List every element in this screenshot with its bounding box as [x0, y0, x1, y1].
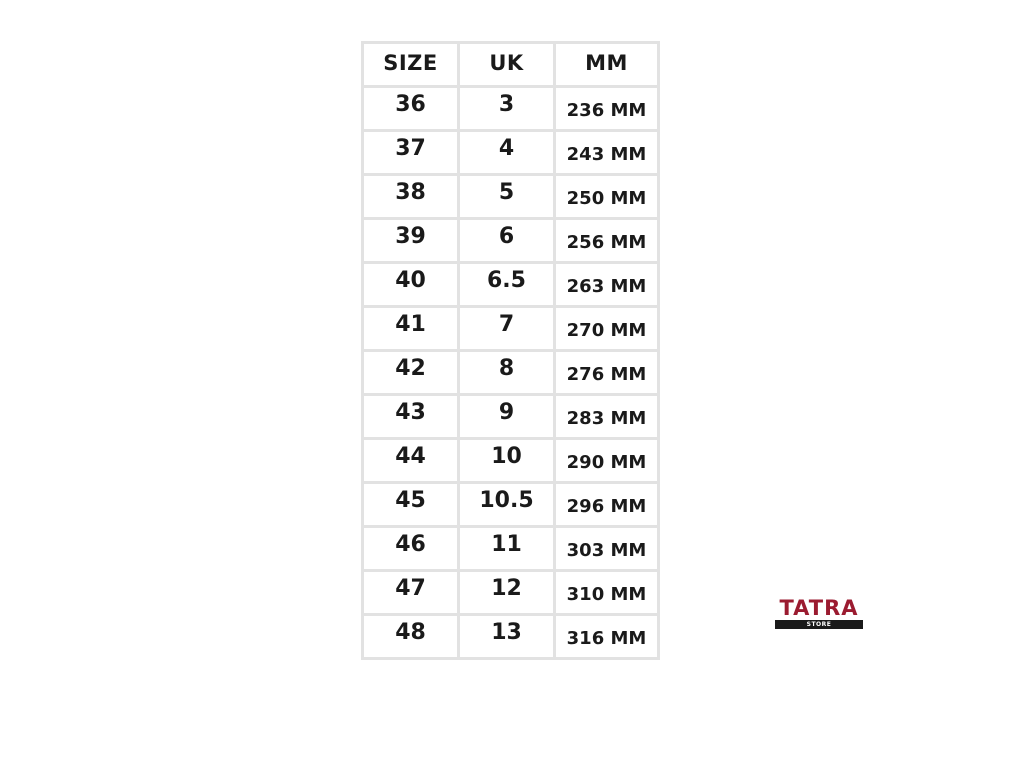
- table-header-row: [363, 43, 659, 87]
- table-row: [363, 219, 659, 263]
- cell-uk: 6: [459, 219, 555, 263]
- cell-mm: 310 MM: [555, 571, 659, 615]
- cell-uk: 10: [459, 439, 555, 483]
- cell-mm: 243 MM: [555, 131, 659, 175]
- cell-uk: 3: [459, 87, 555, 131]
- cell-uk: 5: [459, 175, 555, 219]
- table-row: [363, 483, 659, 527]
- cell-size: 43: [363, 395, 459, 439]
- cell-uk: 10.5: [459, 483, 555, 527]
- cell-uk: 4: [459, 131, 555, 175]
- cell-size: 38: [363, 175, 459, 219]
- cell-mm: 236 MM: [555, 87, 659, 131]
- table-row: [363, 571, 659, 615]
- cell-uk: 9: [459, 395, 555, 439]
- cell-size: 42: [363, 351, 459, 395]
- cell-mm: 256 MM: [555, 219, 659, 263]
- cell-uk: 6.5: [459, 263, 555, 307]
- size-chart-table: [361, 41, 660, 660]
- cell-size: 47: [363, 571, 459, 615]
- cell-mm: 283 MM: [555, 395, 659, 439]
- cell-mm: 276 MM: [555, 351, 659, 395]
- table-row: [363, 131, 659, 175]
- cell-size: 46: [363, 527, 459, 571]
- cell-size: 41: [363, 307, 459, 351]
- table-row: [363, 175, 659, 219]
- cell-mm: 250 MM: [555, 175, 659, 219]
- table-row: [363, 351, 659, 395]
- cell-uk: 7: [459, 307, 555, 351]
- table-row: [363, 527, 659, 571]
- header-uk: UK: [459, 43, 555, 87]
- table-row: [363, 87, 659, 131]
- cell-size: 36: [363, 87, 459, 131]
- logo-wordmark: TATRA: [779, 596, 859, 620]
- cell-size: 48: [363, 615, 459, 659]
- cell-mm: 316 MM: [555, 615, 659, 659]
- header-size: SIZE: [363, 43, 459, 87]
- tatra-store-logo: [775, 597, 863, 629]
- cell-mm: 296 MM: [555, 483, 659, 527]
- table-row: [363, 307, 659, 351]
- cell-mm: 290 MM: [555, 439, 659, 483]
- header-mm: MM: [555, 43, 659, 87]
- cell-size: 40: [363, 263, 459, 307]
- cell-mm: 270 MM: [555, 307, 659, 351]
- cell-size: 37: [363, 131, 459, 175]
- cell-size: 44: [363, 439, 459, 483]
- cell-uk: 12: [459, 571, 555, 615]
- table-row: [363, 615, 659, 659]
- table-row: [363, 439, 659, 483]
- table-row: [363, 263, 659, 307]
- cell-size: 39: [363, 219, 459, 263]
- cell-mm: 303 MM: [555, 527, 659, 571]
- cell-mm: 263 MM: [555, 263, 659, 307]
- cell-size: 45: [363, 483, 459, 527]
- logo-tagline: STORE: [775, 620, 863, 629]
- cell-uk: 13: [459, 615, 555, 659]
- table-row: [363, 395, 659, 439]
- cell-uk: 8: [459, 351, 555, 395]
- cell-uk: 11: [459, 527, 555, 571]
